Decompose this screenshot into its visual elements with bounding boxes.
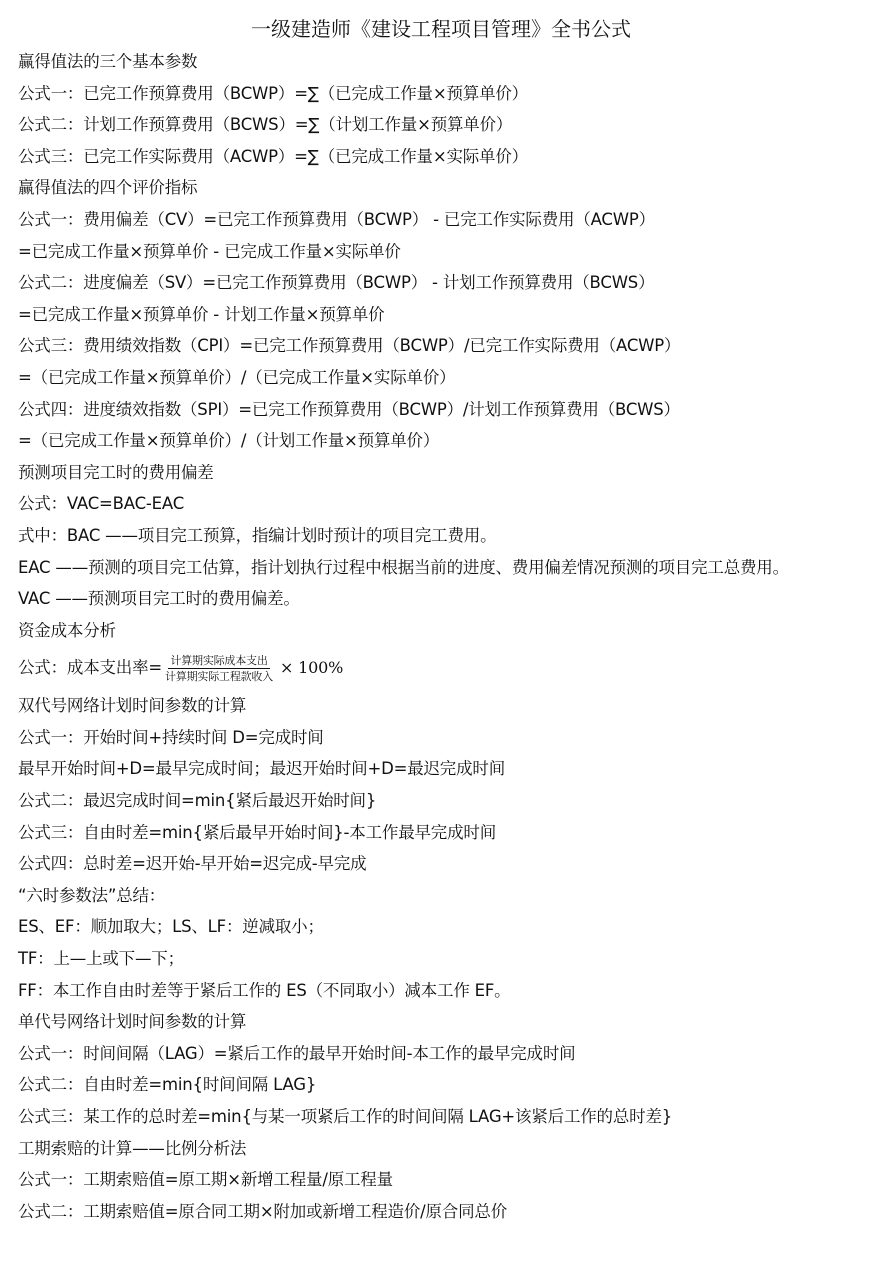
text-line: 公式四：总时差=迟开始-早开始=迟完成-早完成 [18, 854, 367, 874]
text-line: 公式二：最迟完成时间=min{紧后最迟开始时间} [18, 791, 377, 811]
text-line: 公式：VAC=BAC-EAC [18, 494, 185, 514]
text-line: EAC ——预测的项目完工估算，指计划执行过程中根据当前的进度、费用偏差情况预测的项目完工总费用。 [18, 557, 789, 577]
text-line: VAC ——预测项目完工时的费用偏差。 [18, 589, 300, 609]
text-line: 公式二：工期索赔值=原合同工期×附加或新增工程造价/原合同总价 [18, 1201, 508, 1221]
text-line: 公式一：已完工作预算费用（BCWP）=∑（已完成工作量×预算单价） [18, 83, 528, 103]
cost-ratio-formula [18, 646, 878, 690]
text-line: 公式四：进度绩效指数（SPI）=已完工作预算费用（BCWP）/计划工作预算费用（BCWS） [18, 399, 680, 419]
text-line: “六时参数法”总结： [18, 885, 166, 905]
text-line: =已完成工作量×预算单价 - 已完成工作量×实际单价 [18, 241, 401, 261]
formula-prefix: 公式：成本支出率= [18, 658, 163, 678]
section-heading: 工期索赔的计算——比例分析法 [18, 1138, 247, 1158]
section-heading: 资金成本分析 [18, 620, 116, 640]
text-line: 公式二：自由时差=min{时间间隔 LAG} [18, 1075, 317, 1095]
text-line: 公式一：时间间隔（LAG）=紧后工作的最早开始时间-本工作的最早完成时间 [18, 1043, 576, 1063]
text-line: 最早开始时间+D=最早完成时间；最迟开始时间+D=最迟完成时间 [18, 759, 506, 779]
text-line: 公式一：费用偏差（CV）=已完工作预算费用（BCWP） - 已完工作实际费用（ACWP） [18, 209, 655, 229]
document-title: 一级建造师《建设工程项目管理》全书公式 [251, 17, 631, 41]
text-line: TF：上—上或下—下； [18, 949, 184, 969]
text-line: =已完成工作量×预算单价 - 计划工作量×预算单价 [18, 304, 385, 324]
section-heading: 赢得值法的三个基本参数 [18, 52, 198, 71]
section-heading: 赢得值法的四个评价指标 [18, 178, 198, 198]
text-line: 公式一：工期索赔值=原工期×新增工程量/原工程量 [18, 1170, 393, 1190]
text-line: =（已完成工作量×预算单价）/（已完成工作量×实际单价） [18, 367, 456, 387]
formula-numerator: 计算期实际成本支出 [170, 653, 268, 667]
text-line: 公式一：开始时间+持续时间 D=完成时间 [18, 727, 324, 747]
text-line: 公式三：已完工作实际费用（ACWP）=∑（已完成工作量×实际单价） [18, 146, 528, 166]
formula-list [18, 46, 878, 1227]
text-line: 式中：BAC ——项目完工预算，指编计划时预计的项目完工费用。 [18, 525, 497, 545]
text-line: 公式三：自由时差=min{紧后最早开始时间}-本工作最早完成时间 [18, 822, 496, 842]
text-line: ES、EF：顺加取大；LS、LF：逆减取小； [18, 917, 324, 937]
text-line: 公式二：计划工作预算费用（BCWS）=∑（计划工作量×预算单价） [18, 115, 513, 135]
text-line: FF：本工作自由时差等于紧后工作的 ES（不同取小）减本工作 EF。 [18, 980, 511, 1000]
section-heading: 预测项目完工时的费用偏差 [18, 462, 214, 482]
formula-fraction [163, 653, 275, 684]
text-line: 公式二：进度偏差（SV）=已完工作预算费用（BCWP） - 计划工作预算费用（BCWS） [18, 273, 655, 293]
text-line: 公式三：费用绩效指数（CPI）=已完工作预算费用（BCWP）/已完工作实际费用（ACWP） [18, 336, 681, 356]
formula-suffix: × 100% [280, 658, 344, 678]
section-heading: 双代号网络计划时间参数的计算 [18, 696, 247, 716]
section-heading: 单代号网络计划时间参数的计算 [18, 1012, 247, 1032]
formula-denominator: 计算期实际工程款收入 [165, 669, 274, 683]
text-line: 公式三：某工作的总时差=min{与某一项紧后工作的时间间隔 LAG+该紧后工作的总时差} [18, 1107, 673, 1126]
text-line: =（已完成工作量×预算单价）/（计划工作量×预算单价） [18, 431, 440, 451]
